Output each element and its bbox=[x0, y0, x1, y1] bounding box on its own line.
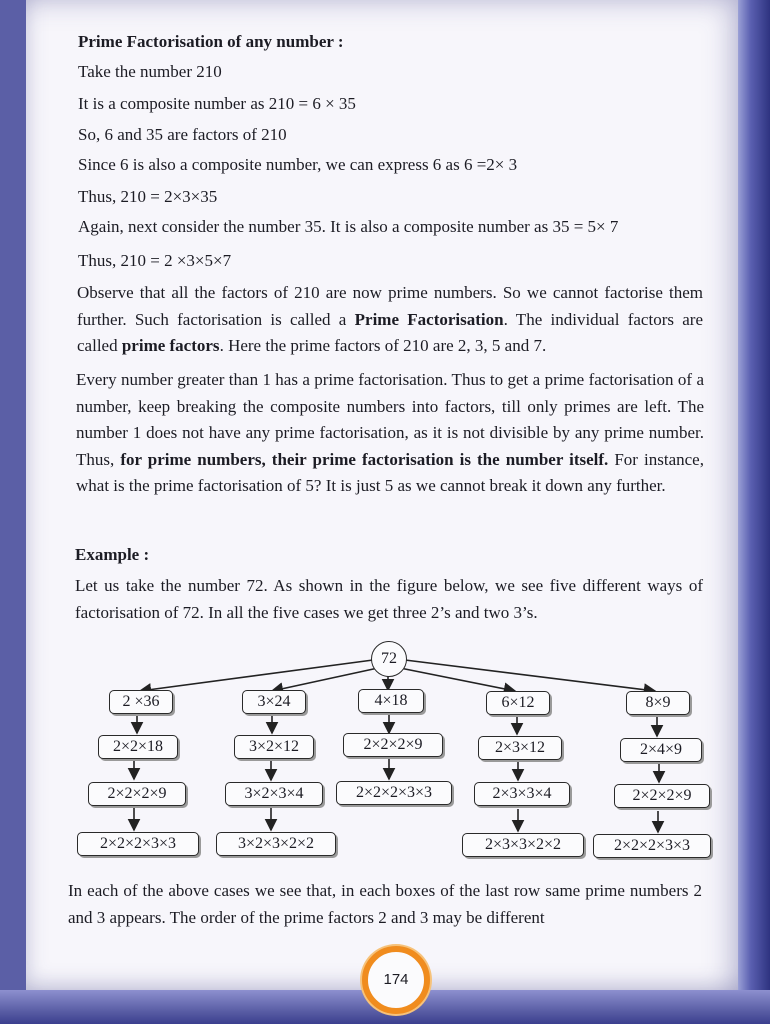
page-number: 174 bbox=[362, 946, 430, 1014]
tree-box-row1-3: 4×18 bbox=[358, 689, 424, 713]
text-line-2: It is a composite number as 210 = 6 × 35 bbox=[78, 94, 356, 113]
paragraph-every-number: Every number greater than 1 has a prime factorisation. Thus to get a prime factorisation of a number, keep breaking the composite numbers into factors, till only primes are left. The number 1 does not have any prime factorisation, as it is not divisible by any prime number. Thus, for prime numbers, their prime factorisation is the number itself. For instance, what is the prime factorisation of 5? It is just 5 as we cannot break it down any further. bbox=[76, 370, 704, 495]
tree-box-row4-4: 2×2×2×3×3 bbox=[593, 834, 711, 858]
text-line-6: Again, next consider the number 35. It is also a composite number as 35 = 5× 7 bbox=[78, 217, 619, 236]
tree-box-row2-4: 2×3×12 bbox=[478, 736, 562, 760]
tree-box-row1-5: 8×9 bbox=[626, 691, 690, 715]
text-line-4: Since 6 is also a composite number, we can express 6 as 6 =2× 3 bbox=[78, 155, 518, 174]
tree-box-row2-1: 2×2×18 bbox=[98, 735, 178, 759]
text-line-1: Take the number 210 bbox=[78, 62, 222, 81]
example-text: Let us take the number 72. As shown in the figure below, we see five different ways of factorisation of 72. In all the five cases we get three 2’s and two 3’s. bbox=[75, 576, 703, 622]
text-line-7: Thus, 210 = 2 ×3×5×7 bbox=[78, 251, 232, 270]
tree-box-row1-4: 6×12 bbox=[486, 691, 550, 715]
tree-box-row2-2: 3×2×12 bbox=[234, 735, 314, 759]
tree-box-row3-5: 2×2×2×9 bbox=[614, 784, 710, 808]
paragraph-prime-factorisation: Observe that all the factors of 210 are now prime numbers. So we cannot factorise them further. Such factorisation is called a Prime Factorisation. The individual factors are called prime factors. Here the prime factors of 210 are 2, 3, 5 and 7. bbox=[77, 283, 703, 355]
tree-box-row1-1: 2 ×36 bbox=[109, 690, 173, 714]
section-heading: Prime Factorisation of any number : bbox=[78, 32, 344, 51]
tree-root-72: 72 bbox=[371, 641, 407, 677]
tree-box-row4-3: 2×3×3×2×2 bbox=[462, 833, 584, 857]
closing-text: In each of the above cases we see that, in each boxes of the last row same prime numbers 2 and 3 appears. The order of the prime factors 2 and 3 may be different bbox=[68, 881, 702, 927]
text-line-3: So, 6 and 35 are factors of 210 bbox=[78, 125, 287, 144]
tree-box-row4-2: 3×2×3×2×2 bbox=[216, 832, 336, 856]
example-heading: Example : bbox=[75, 545, 150, 564]
text-line-5: Thus, 210 = 2×3×35 bbox=[78, 187, 218, 206]
tree-box-row3-4: 2×3×3×4 bbox=[474, 782, 570, 806]
tree-box-row2-3: 2×2×2×9 bbox=[343, 733, 443, 757]
book-spine bbox=[738, 0, 770, 1024]
tree-box-row3-3: 2×2×2×3×3 bbox=[336, 781, 452, 805]
tree-box-row3-1: 2×2×2×9 bbox=[88, 782, 186, 806]
tree-box-row2-5: 2×4×9 bbox=[620, 738, 702, 762]
tree-box-row4-1: 2×2×2×3×3 bbox=[77, 832, 199, 856]
tree-box-row3-2: 3×2×3×4 bbox=[225, 782, 323, 806]
tree-box-row1-2: 3×24 bbox=[242, 690, 306, 714]
